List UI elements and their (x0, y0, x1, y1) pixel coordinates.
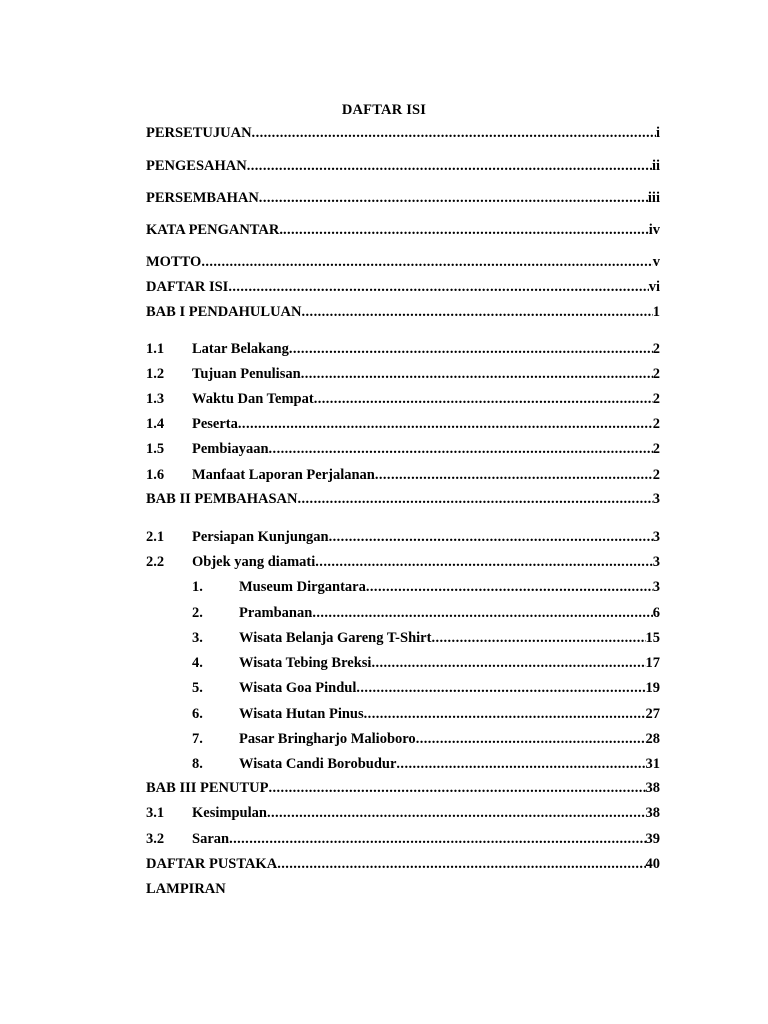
toc-entry-label: Pasar Bringharjo Malioboro (239, 731, 416, 747)
dot-leader (314, 389, 653, 409)
toc-entry-label: Manfaat Laporan Perjalanan (192, 467, 375, 483)
dot-leader (289, 339, 653, 359)
toc-entry-label: Wisata Candi Borobudur (239, 756, 397, 772)
dot-leader (375, 465, 653, 485)
toc-entry-page: 39 (645, 831, 660, 847)
toc-entry-number: 8. (192, 756, 203, 772)
dot-leader (238, 414, 653, 434)
toc-entry-label: DAFTAR PUSTAKA (146, 856, 278, 872)
dot-leader (267, 803, 646, 823)
toc-entry-page: iii (647, 190, 660, 206)
toc-subentry-1 (146, 577, 660, 597)
toc-entry-page: 2 (652, 341, 660, 357)
toc-entry-1-4 (146, 414, 660, 434)
toc-entry-page: 27 (645, 706, 660, 722)
toc-subentry-5 (146, 678, 660, 698)
dot-leader (396, 754, 645, 774)
toc-entry-label: KATA PENGANTAR. (146, 222, 283, 238)
dot-leader (329, 527, 653, 547)
toc-entry-label: Tujuan Penulisan (192, 366, 301, 382)
dot-leader (228, 277, 648, 297)
toc-entry-number: 3. (192, 630, 203, 646)
toc-entry-page: iv (648, 222, 660, 238)
dot-leader (277, 854, 645, 874)
toc-entry-label: Peserta (192, 416, 238, 432)
toc-entry-daftar-isi (146, 277, 660, 297)
toc-entry-page: 31 (645, 756, 660, 772)
toc-entry-label: Museum Dirgantara (239, 579, 366, 595)
toc-entry-label: LAMPIRAN (146, 881, 226, 897)
dot-leader (431, 628, 645, 648)
toc-entry-page: 6 (652, 605, 660, 621)
toc-entry-page: 40 (645, 856, 660, 872)
toc-entry-label: Wisata Hutan Pinus (239, 706, 364, 722)
toc-entry-page: 3 (652, 491, 660, 507)
toc-entry-label: Kesimpulan (192, 805, 267, 821)
toc-entry-label: Objek yang diamati (192, 554, 316, 570)
dot-leader (416, 729, 646, 749)
toc-entry-label: Latar Belakang (192, 341, 289, 357)
toc-entry-label: DAFTAR ISI (146, 279, 229, 295)
toc-entry-pengesahan (146, 156, 660, 176)
toc-entry-page: 19 (645, 680, 660, 696)
toc-entry-number: 2.1 (146, 529, 165, 545)
dot-leader (371, 653, 645, 673)
toc-entry-bab-1 (146, 302, 660, 322)
toc-subentry-2 (146, 603, 660, 623)
toc-entry-number: 1. (192, 579, 203, 595)
toc-subentry-4 (146, 653, 660, 673)
toc-entry-number: 3.2 (146, 831, 165, 847)
dot-leader (252, 123, 656, 143)
toc-entry-page: 1 (652, 304, 660, 320)
toc-entry-1-3 (146, 389, 660, 409)
toc-entry-label: Prambanan (239, 605, 313, 621)
dot-leader (201, 252, 652, 272)
toc-subentry-7 (146, 729, 660, 749)
page-title: DAFTAR ISI (341, 102, 427, 118)
toc-entry-number: 1.4 (146, 416, 165, 432)
dot-leader (259, 188, 648, 208)
toc-entry-page: 17 (645, 655, 660, 671)
toc-entry-label: BAB III PENUTUP (146, 780, 269, 796)
toc-entry-page: 38 (645, 780, 660, 796)
toc-entry-3-1 (146, 803, 660, 823)
toc-entry-number: 1.1 (146, 341, 165, 357)
dot-leader (366, 577, 653, 597)
toc-entry-page: 2 (652, 441, 660, 457)
toc-entry-label: Wisata Tebing Breksi (239, 655, 372, 671)
toc-entry-bab-3 (146, 778, 660, 798)
toc-entry-label: Wisata Belanja Gareng T-Shirt (239, 630, 432, 646)
toc-entry-bab-2 (146, 489, 660, 509)
toc-entry-label: Waktu Dan Tempat (192, 391, 314, 407)
dot-leader (269, 439, 653, 459)
toc-entry-1-2 (146, 364, 660, 384)
dot-leader (301, 364, 653, 384)
dot-leader (229, 829, 645, 849)
toc-entry-number: 4. (192, 655, 203, 671)
toc-entry-page: 38 (645, 805, 660, 821)
toc-entry-page: ii (651, 158, 660, 174)
toc-subentry-3 (146, 628, 660, 648)
toc-entry-persetujuan (146, 123, 660, 143)
toc-entry-2-1 (146, 527, 660, 547)
toc-entry-label: Wisata Goa Pindul (239, 680, 357, 696)
toc-entry-number: 6. (192, 706, 203, 722)
toc-entry-page: 2 (652, 391, 660, 407)
toc-entry-lampiran (146, 879, 660, 899)
toc-entry-page: i (655, 125, 660, 141)
toc-entry-number: 7. (192, 731, 203, 747)
dot-leader (268, 778, 645, 798)
toc-entry-label: MOTTO (146, 254, 202, 270)
toc-entry-persembahan (146, 188, 660, 208)
toc-entry-label: PERSETUJUAN (146, 125, 252, 141)
dot-leader (312, 603, 652, 623)
toc-entry-number: 1.6 (146, 467, 165, 483)
toc-entry-page: 2 (652, 467, 660, 483)
dot-leader (315, 552, 652, 572)
toc-entry-page: v (652, 254, 660, 270)
toc-entry-label: PENGESAHAN (146, 158, 247, 174)
toc-entry-page: 28 (645, 731, 660, 747)
toc-entry-kata-pengantar (146, 220, 660, 240)
toc-entry-daftar-pustaka (146, 854, 660, 874)
toc-entry-number: 2.2 (146, 554, 165, 570)
dot-leader (247, 156, 652, 176)
dot-leader (364, 704, 646, 724)
toc-entry-3-2 (146, 829, 660, 849)
toc-entry-page: 15 (645, 630, 660, 646)
toc-subentry-6 (146, 704, 660, 724)
toc-entry-page: 3 (652, 579, 660, 595)
dot-leader (302, 302, 653, 322)
toc-entry-label: PERSEMBAHAN (146, 190, 259, 206)
toc-entry-page: vi (648, 279, 660, 295)
toc-entry-page: 3 (652, 554, 660, 570)
toc-entry-number: 2. (192, 605, 203, 621)
toc-entry-1-6 (146, 465, 660, 485)
toc-entry-page: 2 (652, 366, 660, 382)
toc-entry-page: 2 (652, 416, 660, 432)
toc-entry-label: BAB I PENDAHULUAN (146, 304, 302, 320)
toc-entry-motto (146, 252, 660, 272)
dot-leader (297, 489, 652, 509)
toc-entry-1-1 (146, 339, 660, 359)
toc-entry-label: Saran (192, 831, 230, 847)
toc-entry-number: 5. (192, 680, 203, 696)
dot-leader (356, 678, 645, 698)
toc-entry-label: Persiapan Kunjungan (192, 529, 329, 545)
toc-entry-number: 3.1 (146, 805, 165, 821)
toc-entry-number: 1.3 (146, 391, 165, 407)
toc-entry-number: 1.2 (146, 366, 165, 382)
toc-entry-2-2 (146, 552, 660, 572)
toc-entry-1-5 (146, 439, 660, 459)
toc-entry-label: BAB II PEMBAHASAN (146, 491, 298, 507)
toc-entry-page: 3 (652, 529, 660, 545)
toc-entry-number: 1.5 (146, 441, 165, 457)
toc-subentry-8 (146, 754, 660, 774)
dot-leader (283, 220, 649, 240)
toc-entry-label: Pembiayaan (192, 441, 269, 457)
